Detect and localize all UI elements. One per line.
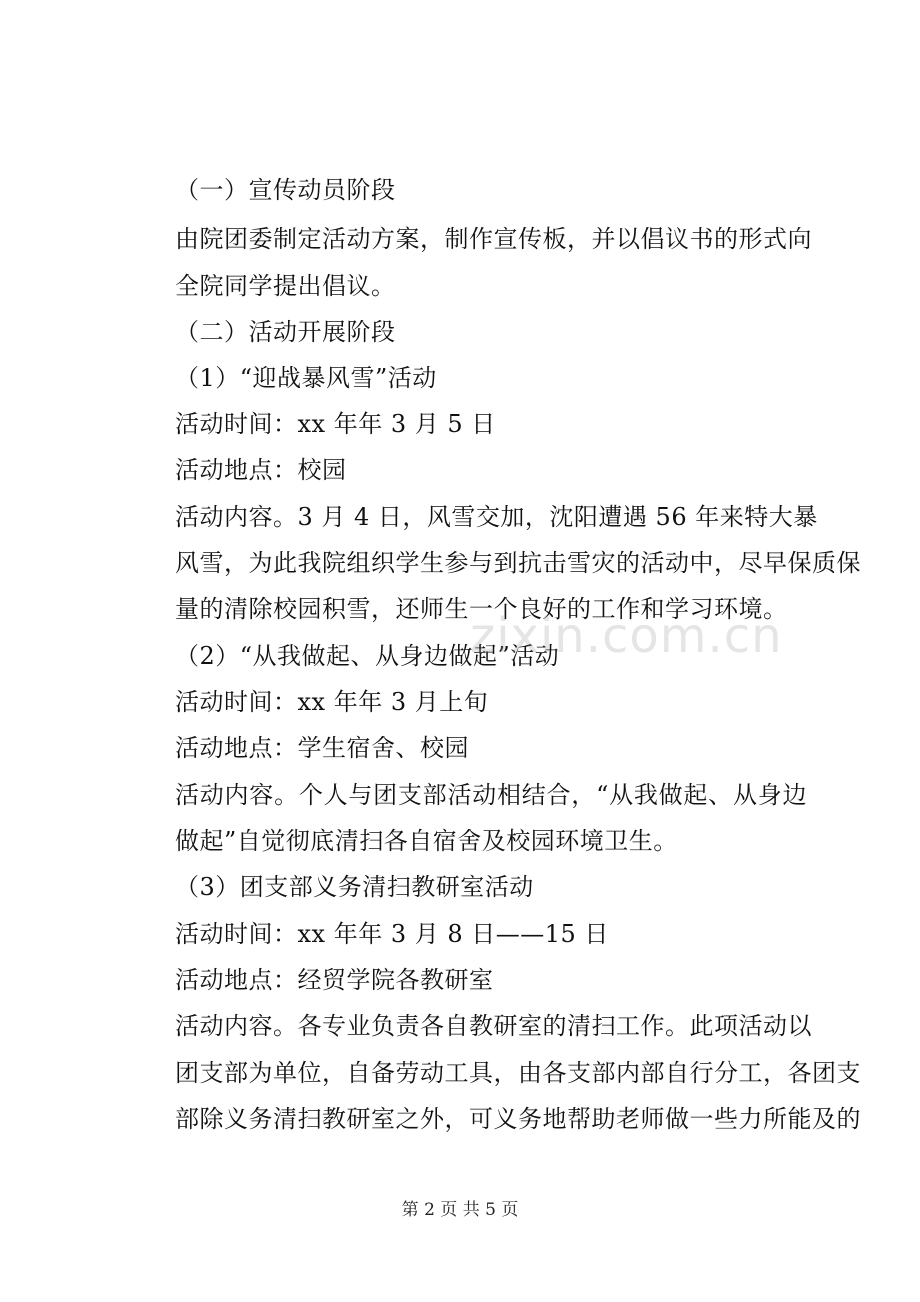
paragraph-line: 团支部为单位，自备劳动工具，由各支部内部自行分工，各团支: [175, 1059, 861, 1087]
paragraph-line: 全院同学提出倡议。: [175, 272, 396, 300]
paragraph-line: 由院团委制定活动方案，制作宣传板，并以倡议书的形式向: [175, 225, 812, 253]
activity-time: 活动时间：xx 年年 3 月 5 日: [175, 410, 496, 438]
activity-location: 活动地点：校园: [175, 456, 347, 484]
paragraph-line: 活动内容。各专业负责各自教研室的清扫工作。此项活动以: [175, 1012, 812, 1040]
activity-title-2: （2）“从我做起、从身边做起”活动: [175, 642, 560, 670]
activity-time: 活动时间：xx 年年 3 月 8 日——15 日: [175, 920, 609, 948]
activity-location: 活动地点：经贸学院各教研室: [175, 966, 494, 994]
page-footer: 第 2 页 共 5 页: [401, 1200, 519, 1220]
section-heading-2: （二）活动开展阶段: [175, 318, 396, 346]
activity-title-1: （1）“迎战暴风雪”活动: [175, 364, 437, 392]
activity-title-3: （3）团支部义务清扫教研室活动: [175, 873, 534, 901]
paragraph-line: 量的清除校园积雪，还师生一个良好的工作和学习环境。: [175, 595, 788, 623]
paragraph-line: 活动内容。3 月 4 日，风雪交加，沈阳遭遇 56 年来特大暴: [175, 503, 818, 531]
activity-time: 活动时间：xx 年年 3 月上旬: [175, 688, 489, 716]
paragraph-line: 部除义务清扫教研室之外，可义务地帮助老师做一些力所能及的: [175, 1105, 861, 1133]
paragraph-line: 做起”自觉彻底清扫各自宿舍及校园环境卫生。: [175, 827, 678, 855]
paragraph-line: 活动内容。个人与团支部活动相结合，“从我做起、从身边: [175, 781, 807, 809]
activity-location: 活动地点：学生宿舍、校园: [175, 734, 469, 762]
paragraph-line: 风雪，为此我院组织学生参与到抗击雪灾的活动中，尽早保质保: [175, 549, 861, 577]
section-heading-1: （一）宣传动员阶段: [175, 176, 396, 204]
watermark: zixin.com.cn: [470, 608, 783, 664]
